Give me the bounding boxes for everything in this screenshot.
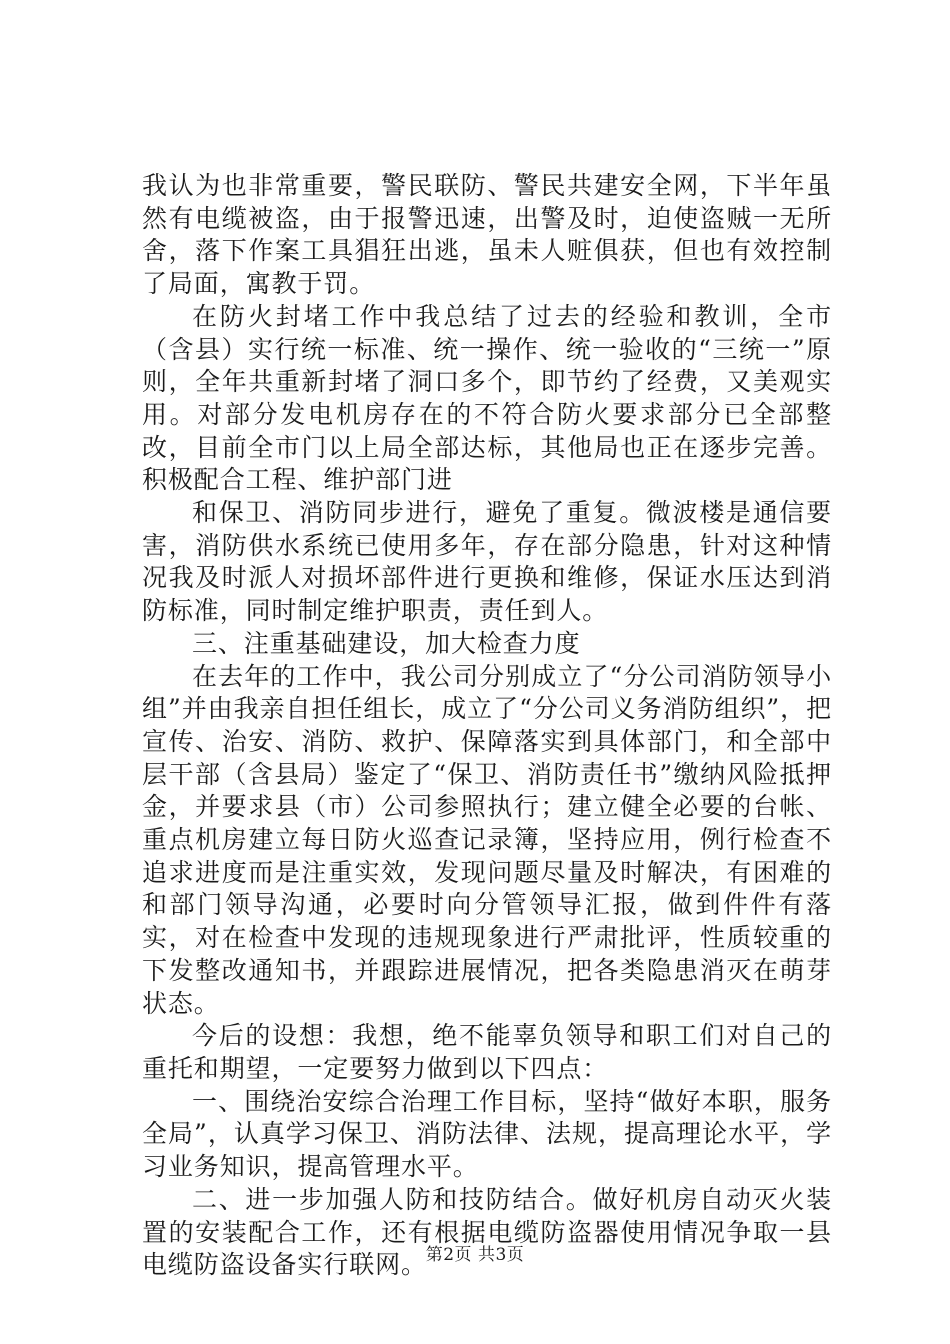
paragraph-security-fire-sync: 和保卫、消防同步进行，避免了重复。微波楼是通信要害，消防供水系统已使用多年，存在部分隐患，针对这种情况我及时派人对损坏部件进行更换和维修，保证水压达到消防标准，同时制定维护职责，责任到人。: [142, 498, 832, 626]
section-heading-infrastructure: 三、注重基础建设，加大检查力度: [192, 628, 581, 658]
paragraph-last-year-work: 在去年的工作中，我公司分别成立了“分公司消防领导小组”并由我亲自担任组长，成立了“分公司义务消防组织”，把宣传、治安、消防、救护、保障落实到具体部门，和全部中层干部（含县局）鉴定了“保卫、消防责任书”缴纳风险抵押金，并要求县（市）公司参照执行；建立健全必要的台帐、重点机房建立每日防火巡查记录簿，坚持应用，例行检查不追求进度而是注重实效，发现问题尽量及时解决，有困难的和部门领导沟通，必要时向分管领导汇报，做到件件有落实，对在检查中发现的违规现象进行严肃批评，性质较重的下发整改通知书，并跟踪进展情况，把各类隐患消灭在萌芽状态。: [142, 661, 832, 1018]
paragraph-fire-sealing: 在防火封堵工作中我总结了过去的经验和教训，全市（含县）实行统一标准、统一操作、统一验收的“三统一”原则，全年共重新封堵了洞口多个，即节约了经费，又美观实用。对部分发电机房存在的不符合防火要求部分已全部整改，目前全市门以上局全部达标，其他局也正在逐步完善。积极配合工程、维护部门进: [142, 301, 832, 495]
paragraph-point-one: 一、围绕治安综合治理工作目标，坚持“做好本职，服务全局”，认真学习保卫、消防法律、法规，提高理论水平，学习业务知识，提高管理水平。: [142, 1086, 832, 1182]
paragraph-future-plans: 今后的设想：我想，绝不能辜负领导和职工们对自己的重托和期望，一定要努力做到以下四点：: [142, 1021, 832, 1083]
paragraph-continuation: 我认为也非常重要，警民联防、警民共建安全网，下半年虽然有电缆被盗，由于报警迅速，出警及时，迫使盗贼一无所舍，落下作案工具猖狂出逃，虽未人赃俱获，但也有效控制了局面，寓教于罚。: [142, 171, 832, 299]
page-number-footer: 第2页 共3页: [425, 1245, 525, 1265]
paragraph-point-two: 二、进一步加强人防和技防结合。做好机房自动灭火装置的安装配合工作，还有根据电缆防盗器使用情况争取一县电缆防盗设备实行联网。: [142, 1184, 832, 1280]
document-body: [142, 170, 832, 1282]
